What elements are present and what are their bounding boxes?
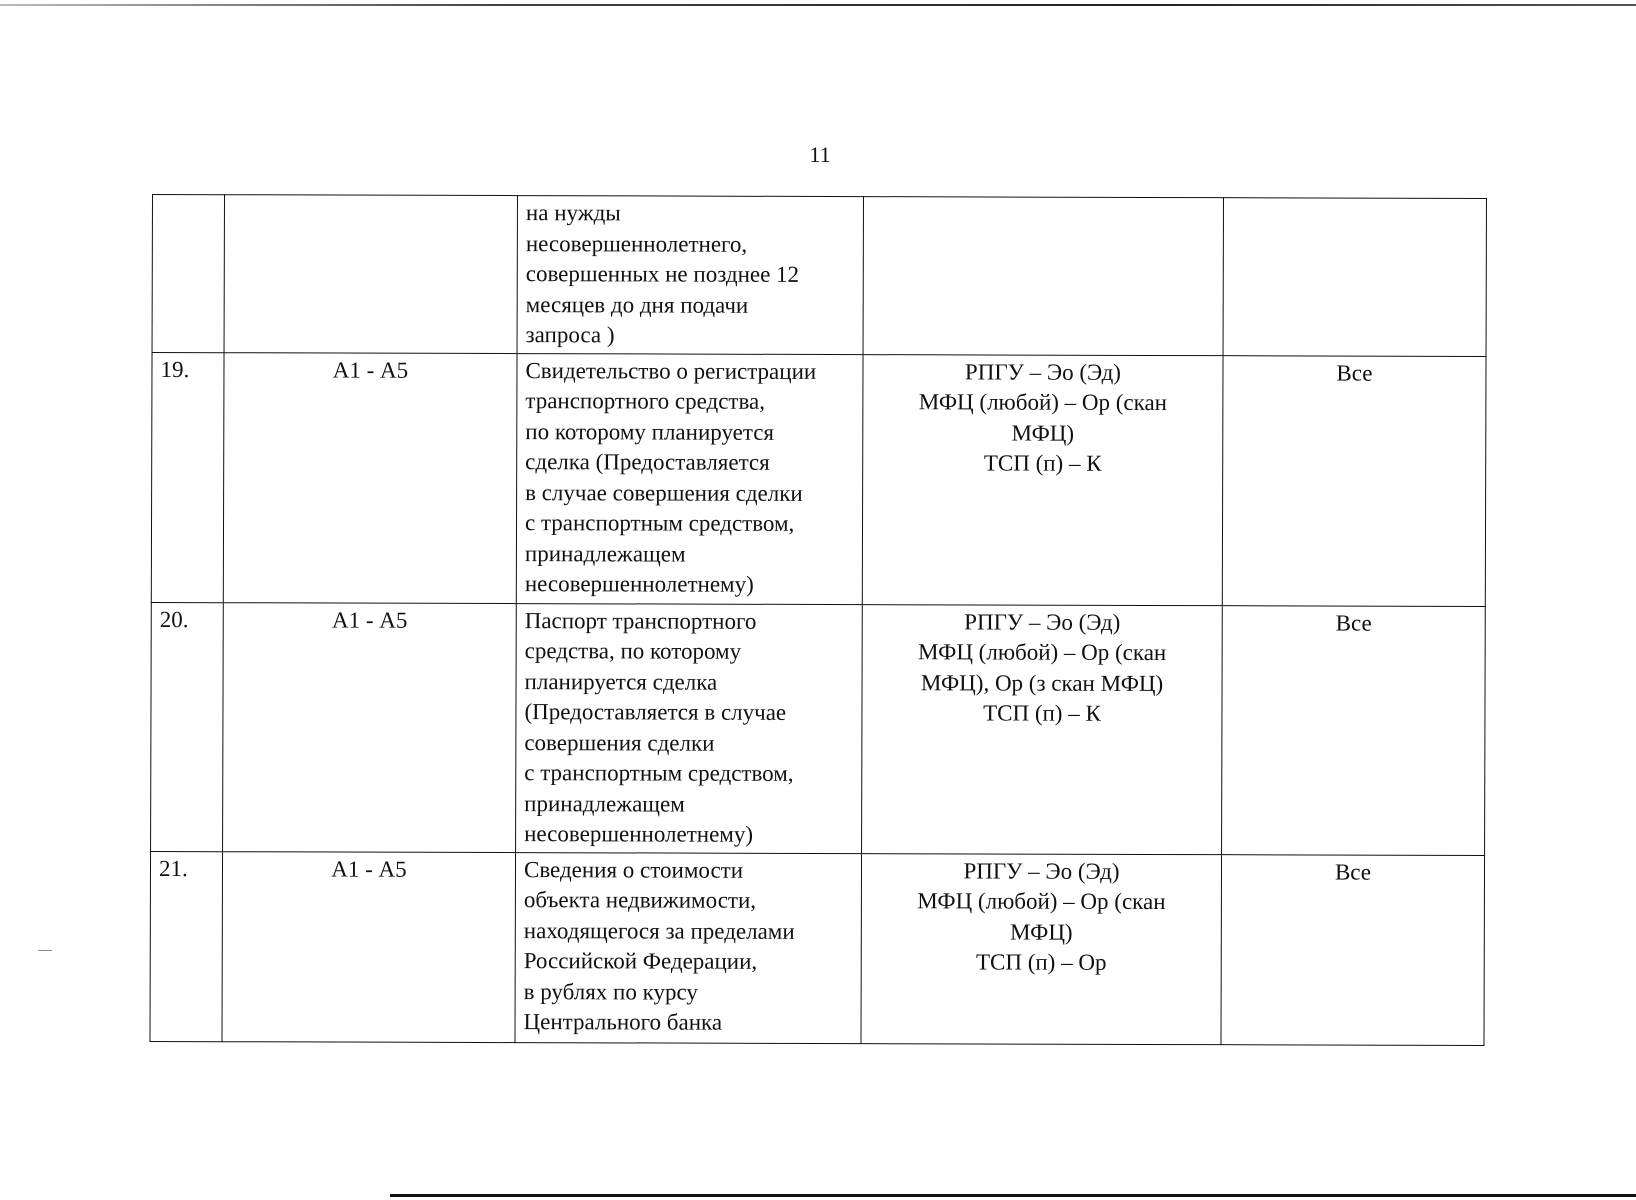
table-row [151, 352, 1486, 606]
documents-table [149, 194, 1487, 1045]
table-row-continuation [152, 195, 1486, 356]
scan-artifact-mark [38, 950, 52, 951]
row-number-cell [152, 195, 224, 353]
categories-cell: Все [1222, 605, 1486, 855]
applicants-cell: А1 - А5 [223, 602, 517, 852]
row-number-cell: 19. [151, 352, 224, 602]
document-name-cell: Паспорт транспортного средства, по которому планируется сделка (Предоставляется в случае совершения сделки с транспортным средством, принадлежащем несовершеннолетнему) [516, 603, 863, 853]
categories-cell: Все [1221, 854, 1485, 1045]
scan-edge-bottom [390, 1194, 1636, 1197]
applicants-cell: А1 - А5 [222, 851, 516, 1042]
applicants-cell: А1 - А5 [223, 352, 517, 603]
submission-method-cell: РПГУ – Эо (Эд) МФЦ (любой) – Ор (скан МФЦ), Ор (з скан МФЦ) ТСП (п) – К [862, 604, 1223, 854]
applicants-cell [224, 195, 517, 353]
submission-method-cell [863, 197, 1223, 356]
categories-cell [1223, 198, 1486, 356]
page-number: 11 [809, 142, 831, 167]
table-row [150, 851, 1485, 1045]
document-name-cell: Сведения о стоимости объекта недвижимости, находящегося за пределами Российской Федерации, в рублях по курсу Центрального банка [515, 852, 862, 1043]
categories-cell: Все [1222, 355, 1486, 606]
scan-edge-top [0, 4, 1636, 6]
table-row [151, 602, 1486, 855]
submission-method-cell: РПГУ – Эо (Эд) МФЦ (любой) – Ор (скан МФЦ) ТСП (п) – К [862, 354, 1223, 605]
document-name-cell: Свидетельство о регистрации транспортного средства, по которому планируется сделка (Предоставляется в случае совершения сделки с транспортным средством, принадлежащем несовершеннолетнему) [516, 353, 863, 604]
row-number-cell: 20. [151, 602, 224, 851]
row-number-cell: 21. [150, 851, 223, 1041]
document-name-cell: на нужды несовершеннолетнего, совершенных не позднее 12 месяцев до дня подачи запроса ) [517, 196, 863, 355]
submission-method-cell: РПГУ – Эо (Эд) МФЦ (любой) – Ор (скан МФЦ) ТСП (п) – Ор [861, 853, 1222, 1044]
